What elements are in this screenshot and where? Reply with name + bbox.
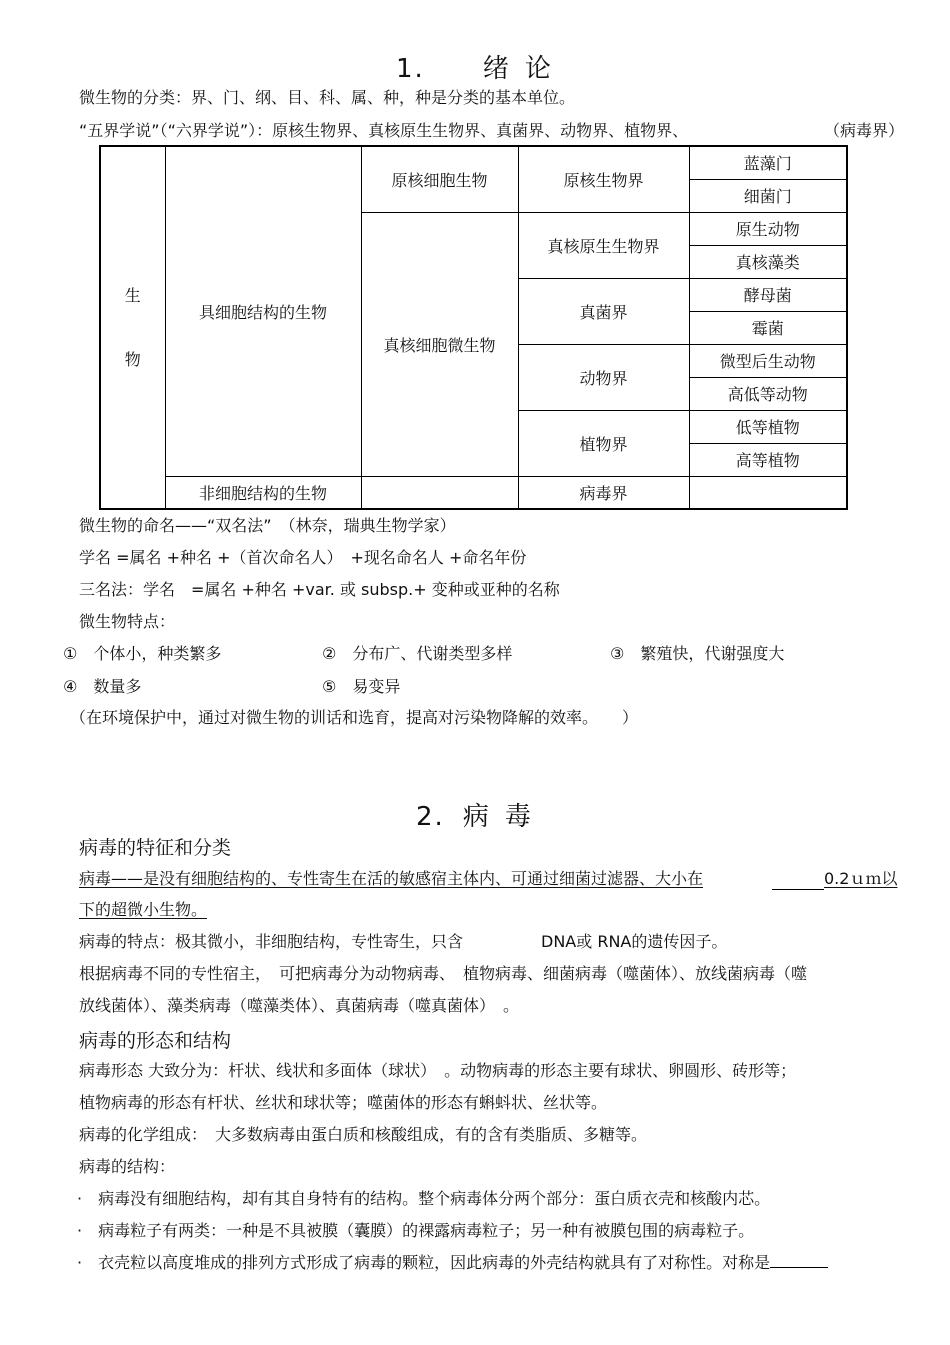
structure-bullet: · 病毒没有细胞结构，却有其自身特有的结构。整个病毒体分两个部分：蛋白质衣壳和核酸内芯。 [77, 1189, 771, 1208]
features-title: 微生物特点： [79, 612, 176, 631]
structure-bullet: · 衣壳粒以高度堆成的排列方式形成了病毒的颗粒，因此病毒的外壳结构就具有了对称性。对称是 [77, 1253, 828, 1273]
section2-number: 2. [416, 802, 445, 832]
group-yeast: 酵母菌 [689, 278, 847, 311]
classification-table [99, 145, 848, 510]
feature-item: ① 个体小，种类繁多 [63, 644, 222, 663]
kingdom-animal: 动物界 [518, 344, 689, 410]
kingdom-virus: 病毒界 [518, 476, 689, 509]
phylum-bacteria: 细菌门 [689, 179, 847, 212]
definition-underline-gap [772, 889, 824, 890]
empty-cell [361, 476, 518, 509]
group-protozoa: 原生动物 [689, 212, 847, 245]
group-micro-animal: 微型后生动物 [689, 344, 847, 377]
virus-shape-cont: 植物病毒的形态有杆状、丝状和球状等；噬菌体的形态有蝌蚪状、丝状等。 [79, 1093, 608, 1112]
subheading-classification: 病毒的特征和分类 [79, 837, 232, 859]
noncellular-organisms-cell: 非细胞结构的生物 [165, 476, 361, 509]
section1-title: 1. 绪 论 [396, 54, 553, 84]
virus-definition-size: 0.2ｕｍ以 [824, 869, 898, 888]
virus-chemistry: 病毒的化学组成： 大多数病毒由蛋白质和核酸组成，有的含有类脂质、多糖等。 [79, 1125, 648, 1144]
subheading-structure: 病毒的形态和结构 [79, 1030, 232, 1052]
kingdom-fungi: 真菌界 [518, 278, 689, 344]
group-high-plant: 高等植物 [689, 443, 847, 476]
trinomial-text: 三名法：学名 =属名 +种名 +var. 或 subsp.+ 变种或亚种的名称 [79, 580, 560, 599]
classification-text: 微生物的分类：界、门、纲、目、科、属、种，种是分类的基本单位。 [79, 88, 576, 107]
virus-definition-cont: 下的超微小生物。 [79, 900, 208, 919]
virus-structure-title: 病毒的结构： [79, 1157, 176, 1176]
virus-hosts: 根据病毒不同的专性宿主， 可把病毒分为动物病毒、 植物病毒、细菌病毒（噬菌体）、放线菌病毒（噬 [79, 964, 808, 983]
env-note: （在环境保护中，通过对微生物的训话和选育，提高对污染物降解的效率。 ） [70, 708, 639, 727]
feature-item: ② 分布广、代谢类型多样 [322, 644, 513, 663]
cellular-organisms-cell: 具细胞结构的生物 [165, 146, 361, 476]
kingdom-protist: 真核原生生物界 [518, 212, 689, 278]
fill-in-blank [770, 1253, 828, 1268]
naming-text: 微生物的命名——“双名法” （林奈，瑞典生物学家） [79, 516, 456, 535]
virus-shape: 病毒形态 大致分为：杆状、线状和多面体（球状） 。动物病毒的形态主要有球状、卵圆形、砖形等； [79, 1061, 797, 1080]
feature-item: ③ 繁殖快，代谢强度大 [610, 644, 785, 663]
kingdom-prokaryote: 原核生物界 [518, 146, 689, 212]
scientific-name-text: 学名 =属名 +种名 +（首次命名人） +现名命名人 +命名年份 [79, 548, 527, 567]
kingdoms-extra: （病毒界） [824, 121, 905, 140]
empty-cell [689, 476, 847, 509]
prokaryote-cell: 原核细胞生物 [361, 146, 518, 212]
feature-item: ⑤ 易变异 [322, 677, 401, 696]
section2-title: 2. 病 毒 [416, 802, 533, 832]
section1-number: 1. [396, 54, 425, 84]
virus-traits: 病毒的特点：极其微小，非细胞结构，专性寄生，只含 [79, 932, 464, 951]
group-low-plant: 低等植物 [689, 410, 847, 443]
group-algae: 真核藻类 [689, 245, 847, 278]
table-root-cell: 生 物 [100, 146, 165, 509]
virus-traits-cont: DNA或 RNA的遗传因子。 [541, 932, 728, 951]
kingdoms-text: “五界学说”（“六界学说”）：原核生物界、真核原生生物界、真菌界、动物界、植物界、 [79, 121, 689, 140]
virus-hosts-cont: 放线菌体）、藻类病毒（噬藻类体）、真菌病毒（噬真菌体） 。 [79, 996, 520, 1015]
group-mold: 霉菌 [689, 311, 847, 344]
virus-definition: 病毒——是没有细胞结构的、专性寄生在活的敏感宿主体内、可通过细菌过滤器、大小在 [79, 869, 704, 888]
eukaryote-cell: 真核细胞微生物 [361, 212, 518, 476]
structure-bullet: · 病毒粒子有两类：一种是不具被膜（囊膜）的裸露病毒粒子；另一种有被膜包围的病毒粒子。 [77, 1221, 755, 1240]
kingdom-plant: 植物界 [518, 410, 689, 476]
group-low-animal: 高低等动物 [689, 377, 847, 410]
phylum-cyano: 蓝藻门 [689, 146, 847, 179]
feature-item: ④ 数量多 [63, 677, 142, 696]
